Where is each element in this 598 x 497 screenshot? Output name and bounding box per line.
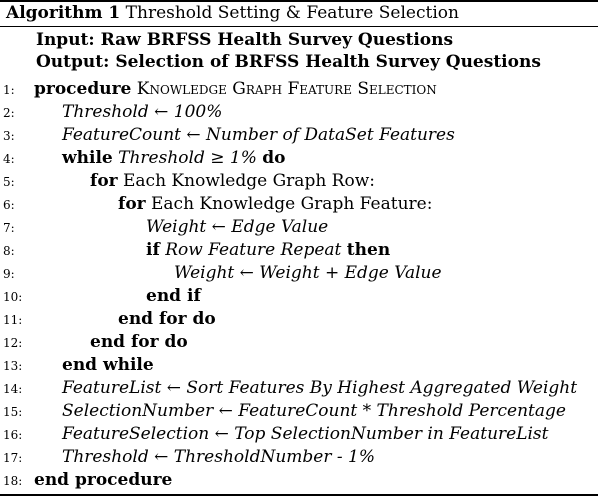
- line-content: [34, 79, 437, 99]
- keyword-if: if: [146, 240, 160, 260]
- line-math: SelectionNumber ← FeatureCount * Threshold Percentage: [62, 401, 566, 421]
- line-number: 8:: [3, 244, 15, 258]
- line-number: 6:: [3, 198, 15, 212]
- algorithm-line-3: [0, 124, 598, 147]
- line-number: 3:: [3, 129, 15, 143]
- algorithm-line-18: [0, 469, 598, 492]
- for-text: Each Knowledge Graph Row:: [123, 171, 375, 191]
- line-content: [118, 194, 432, 214]
- line-content: [90, 171, 375, 191]
- line-math: Weight ← Edge Value: [146, 217, 329, 237]
- line-number: 15:: [3, 405, 23, 419]
- top-rule: [0, 0, 598, 2]
- line-number: 1:: [3, 83, 15, 97]
- keyword-end-for-do: end for do: [118, 309, 216, 329]
- algorithm-output: Output: Selection of BRFSS Health Survey Questions: [36, 52, 541, 72]
- algorithm-line-15: [0, 400, 598, 423]
- keyword-end-while: end while: [62, 355, 154, 375]
- line-math: Threshold ← 100%: [62, 102, 223, 122]
- keyword-procedure: procedure: [34, 79, 132, 99]
- line-math: FeatureSelection ← Top SelectionNumber in FeatureList: [62, 424, 549, 444]
- algorithm-line-8: [0, 239, 598, 262]
- algorithm-line-1: [0, 78, 598, 101]
- algorithm-line-5: [0, 170, 598, 193]
- algorithm-line-17: [0, 446, 598, 469]
- algorithm-caption: [6, 3, 459, 24]
- algorithm-line-6: [0, 193, 598, 216]
- line-content: [146, 240, 390, 260]
- keyword-end-if: end if: [146, 286, 201, 306]
- algorithm-line-12: [0, 331, 598, 354]
- caption-rule: [0, 26, 598, 27]
- line-number: 10:: [3, 290, 23, 304]
- algorithm-input: Input: Raw BRFSS Health Survey Questions: [36, 30, 454, 50]
- keyword-end-for-do: end for do: [90, 332, 188, 352]
- line-number: 12:: [3, 336, 23, 350]
- while-condition: Threshold ≥ 1%: [118, 148, 257, 168]
- line-number: 2:: [3, 106, 15, 120]
- algorithm-line-9: [0, 262, 598, 285]
- algorithm-line-7: [0, 216, 598, 239]
- line-content: [62, 148, 286, 168]
- line-number: 7:: [3, 221, 15, 235]
- line-math: FeatureList ← Sort Features By Highest Aggregated Weight: [62, 378, 578, 398]
- algorithm-line-4: [0, 147, 598, 170]
- line-number: 5:: [3, 175, 15, 189]
- line-number: 17:: [3, 451, 23, 465]
- algorithm-line-10: [0, 285, 598, 308]
- keyword-for: for: [118, 194, 146, 214]
- line-number: 9:: [3, 267, 15, 281]
- line-number: 18:: [3, 474, 23, 488]
- algorithm-line-16: [0, 423, 598, 446]
- line-number: 4:: [3, 152, 15, 166]
- algorithm-line-13: [0, 354, 598, 377]
- keyword-then: then: [346, 240, 391, 260]
- line-number: 13:: [3, 359, 23, 373]
- keyword-for: for: [90, 171, 118, 191]
- line-number: 11:: [3, 313, 23, 327]
- line-math: FeatureCount ← Number of DataSet Features: [62, 125, 455, 145]
- algorithm-line-11: [0, 308, 598, 331]
- for-text: Each Knowledge Graph Feature:: [151, 194, 433, 214]
- algorithm-line-2: [0, 101, 598, 124]
- keyword-end-procedure: end procedure: [34, 470, 173, 490]
- line-math: Weight ← Weight + Edge Value: [174, 263, 442, 283]
- caption-label: Algorithm 1: [6, 3, 121, 23]
- line-math: Threshold ← ThresholdNumber - 1%: [62, 447, 375, 467]
- line-number: 16:: [3, 428, 23, 442]
- if-condition: Row Feature Repeat: [165, 240, 342, 260]
- keyword-do: do: [262, 148, 286, 168]
- keyword-while: while: [62, 148, 113, 168]
- bottom-rule: [0, 494, 598, 496]
- algorithm-line-14: [0, 377, 598, 400]
- line-number: 14:: [3, 382, 23, 396]
- procedure-name: Knowledge Graph Feature Selection: [136, 79, 437, 99]
- caption-title: Threshold Setting & Feature Selection: [125, 3, 459, 23]
